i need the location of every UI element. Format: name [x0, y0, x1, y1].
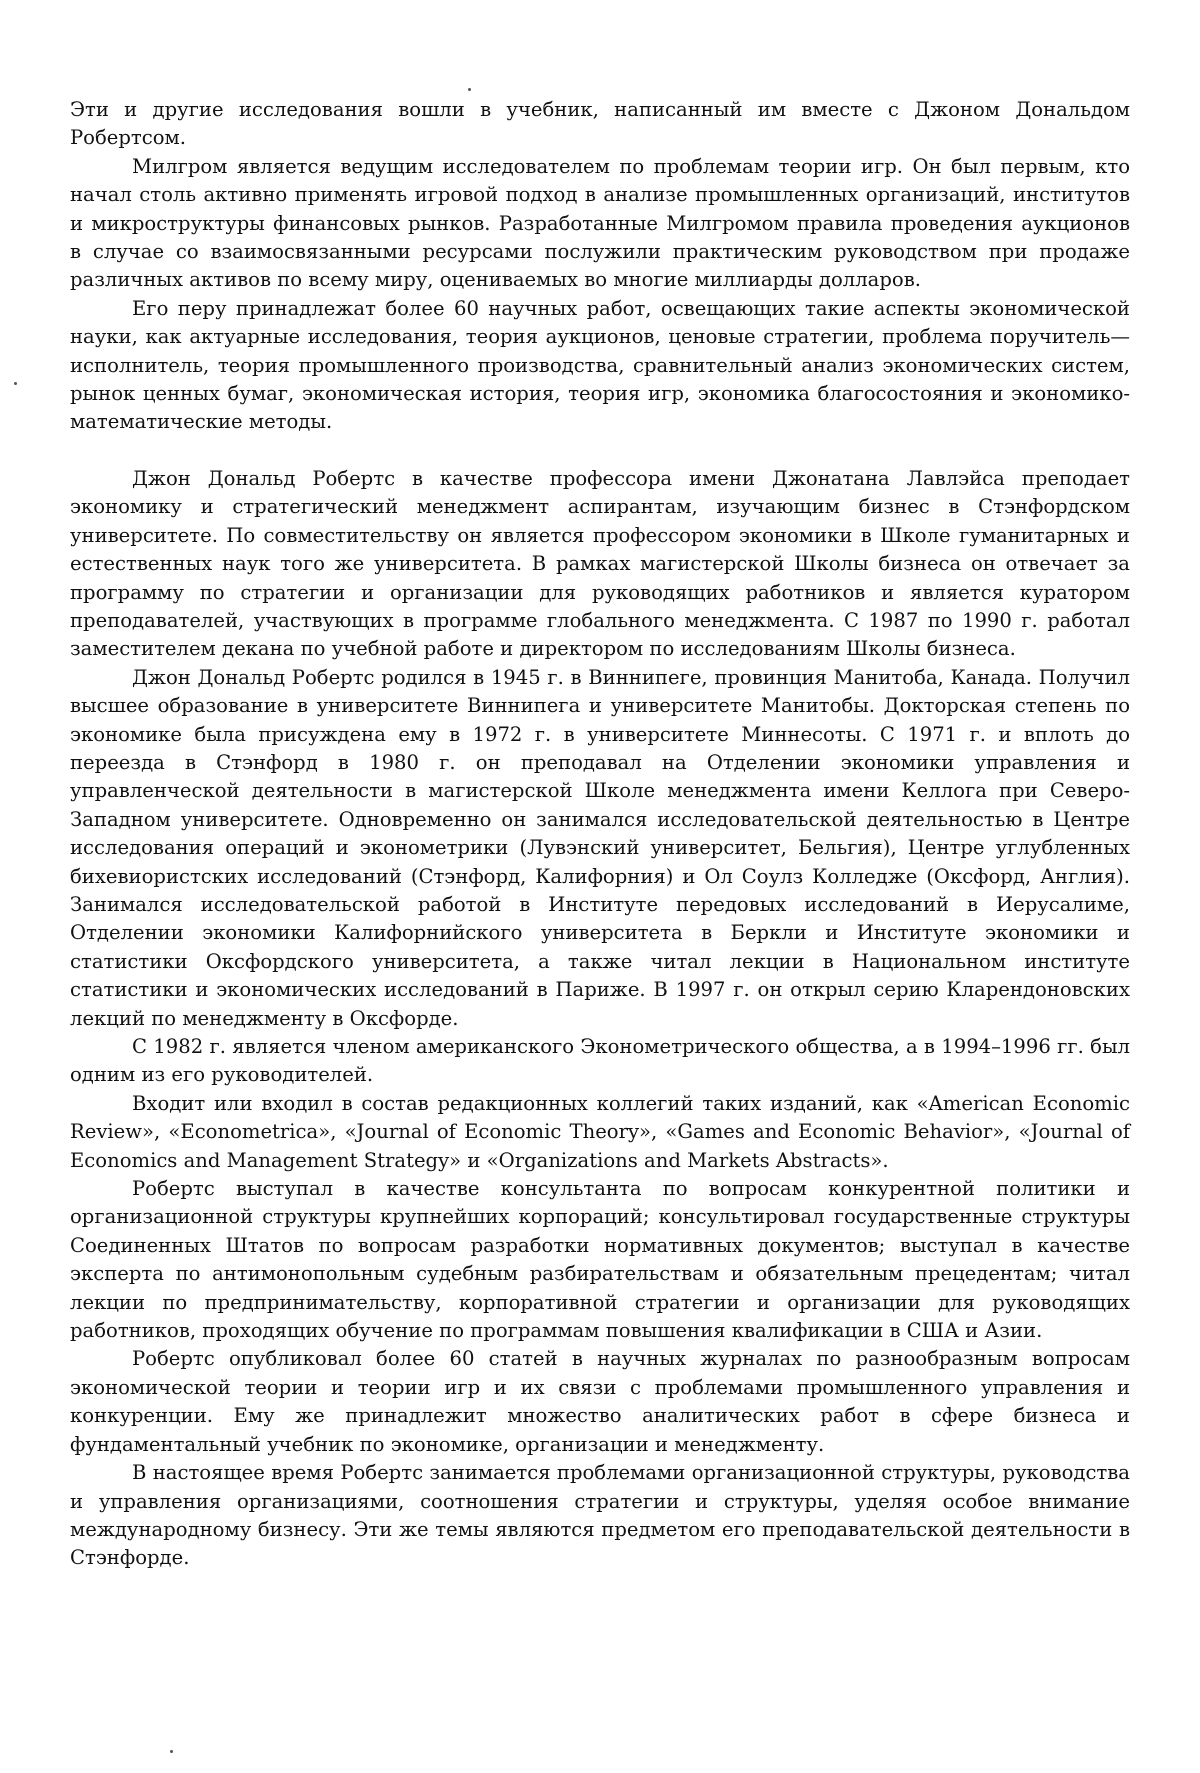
paragraph: Его перу принадлежат более 60 научных работ, освещающих такие аспекты экономической науки, как актуарные исследования, теория аукционов, ценовые стратегии, проблема поручитель—исполнитель, теория промышленного производства, сравнительный анализ экономических систем, рынок ценных бумаг, экономическая история, теория игр, экономика благосостояния и экономико-математические методы.: [70, 296, 1130, 434]
paragraph: Джон Дональд Робертс родился в 1945 г. в Виннипеге, провинция Манитоба, Канада. Получил высшее образование в университете Виннипега и университете Манитобы. Докторская степень по экономике была присуждена ему в 1972 г. в университете Миннесоты. С 1971 г. и вплоть до переезда в Стэнфорд в 1980 г. он преподавал на Отделении экономики управления и управленческой деятельности в магистерской Школе менеджмента имени Келлога при Северо-Западном университете. Одновременно он занимался исследовательской деятельностью в Центре исследования операций и эконометрики (Лувэнский университет, Бельгия), Центре углубленных бихевиористских исследований (Стэнфорд, Калифорния) и Ол Соулз Колледже (Оксфорд, Англия). Занимался исследовательской работой в Институте передовых исследований в Иерусалиме, Отделении экономики Калифорнийского университета в Беркли и Институте экономики и статистики Оксфордского университета, а также читал лекции в Национальном институте статистики и экономических исследований в Париже. В 1997 г. он открыл серию Кларендоновских лекций по менеджменту в Оксфорде.: [70, 665, 1130, 1030]
paragraph: Джон Дональд Робертс в качестве профессора имени Джонатана Лавлэйса преподает экономику и стратегический менеджмент аспирантам, изучающим бизнес в Стэнфордском университете. По совместительству он является профессором экономики в Школе гуманитарных и естественных наук того же университета. В рамках магистерской Школы бизнеса он отвечает за программу по стратегии и организации для руководящих работников и является куратором преподавателей, участвующих в программе глобального менеджмента. С 1987 по 1990 г. работал заместителем декана по учебной работе и директором по исследованиям Школы бизнеса.: [70, 466, 1130, 661]
scan-speck: [14, 382, 17, 385]
document-body: [70, 96, 1130, 1573]
paragraph: Робертс выступал в качестве консультанта по вопросам конкурентной политики и организационной структуры крупнейших корпораций; консультировал государственные структуры Соединенных Штатов по вопросам разработки нормативных документов; выступал в качестве эксперта по антимонопольным судебным разбирательствам и обязательным прецедентам; читал лекции по предпринимательству, корпоративной стратегии и организации для руководящих работников, проходящих обучение по программам повышения квалификации в США и Азии.: [70, 1177, 1130, 1343]
paragraph: Робертс опубликовал более 60 статей в научных журналах по разнообразным вопросам экономической теории и теории игр и их связи с проблемами промышленного управления и конкуренции. Ему же принадлежит множество аналитических работ в сфере бизнеса и фундаментальный учебник по экономике, организации и менеджменту.: [70, 1347, 1130, 1456]
scan-speck: [468, 88, 471, 91]
paragraph: Входит или входил в состав редакционных коллегий таких изданий, как «American Economic Review», «Econometrica», «Journal of Economic Theory», «Games and Economic Behavior», «Journal of Economics and Management Strategy» и «Organizations and Markets Abstracts».: [70, 1091, 1130, 1172]
paragraph: С 1982 г. является членом американского Эконометрического общества, а в 1994–1996 гг. был одним из его руководителей.: [70, 1035, 1130, 1087]
scan-speck: [170, 1750, 173, 1753]
paragraph: В настоящее время Робертс занимается проблемами организационной структуры, руководства и управления организациями, соотношения стратегии и структуры, уделяя особое внимание международному бизнесу. Эти же темы являются предметом его преподавательской деятельности в Стэнфорде.: [70, 1461, 1130, 1570]
paragraph: Эти и другие исследования вошли в учебник, написанный им вместе с Джоном Дональдом Робертсом.: [70, 98, 1130, 150]
paragraph: Милгром является ведущим исследователем по проблемам теории игр. Он был первым, кто начал столь активно применять игровой подход в анализе промышленных организаций, институтов и микроструктуры финансовых рынков. Разработанные Милгромом правила проведения аукционов в случае со взаимосвязанными ресурсами послужили практическим руководством при продаже различных активов по всему миру, оцениваемых во многие миллиарды долларов.: [70, 154, 1130, 292]
